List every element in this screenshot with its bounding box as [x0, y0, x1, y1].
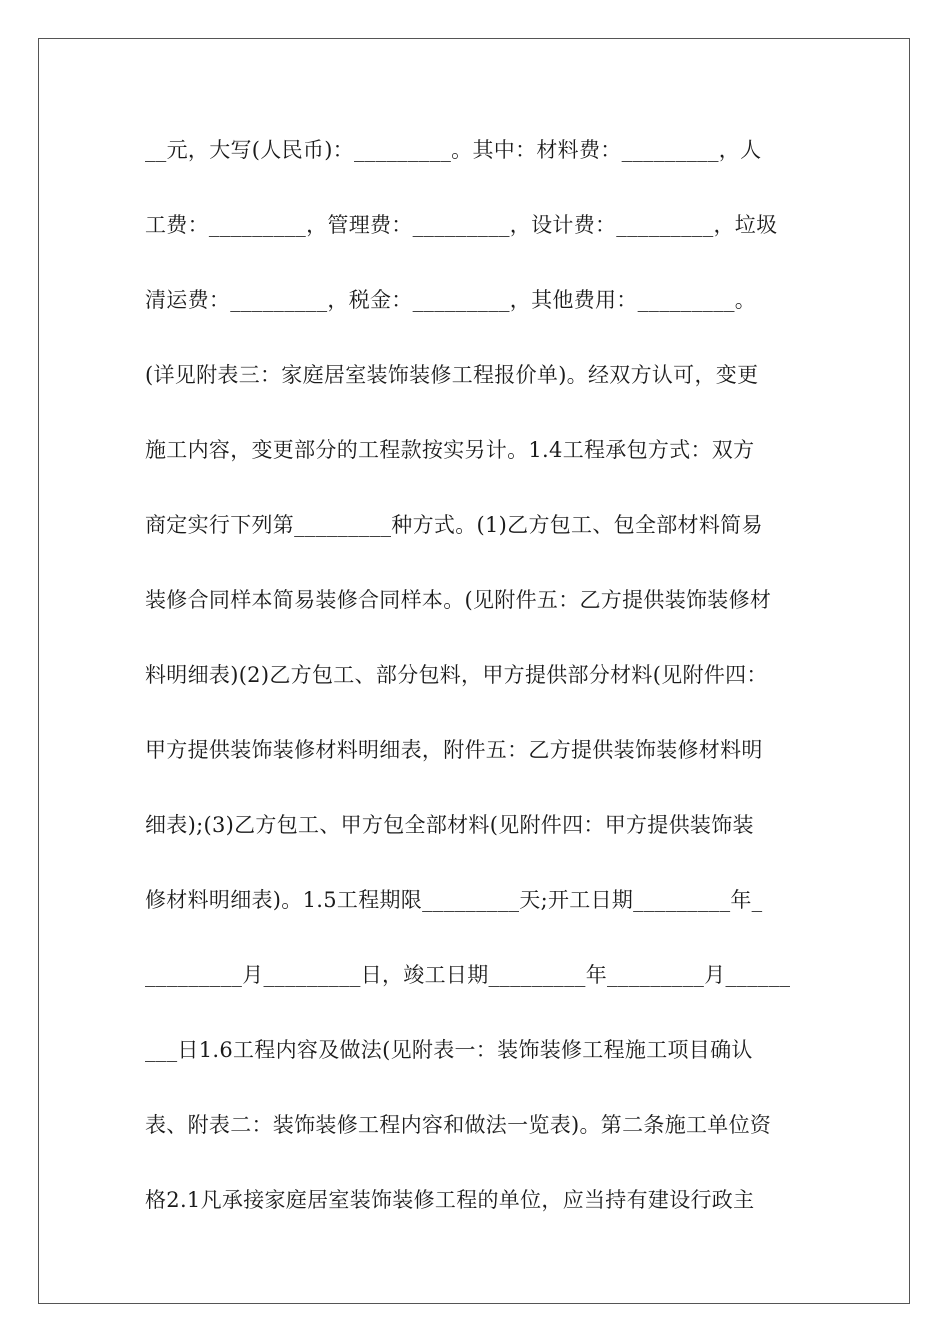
text-line: 工费：_________，管理费：_________，设计费：_________，垃圾 [145, 213, 778, 237]
text-line: 施工内容，变更部分的工程款按实另计。1.4工程承包方式：双方 [145, 438, 755, 462]
text-line: ___日1.6工程内容及做法(见附表一：装饰装修工程施工项目确认 [145, 1038, 753, 1062]
text-line: 清运费：_________，税金：_________，其他费用：_________。 [145, 288, 757, 312]
text-line: 修材料明细表)。1.5工程期限_________天;开工日期_________年_ [145, 888, 763, 912]
text-line: 细表);(3)乙方包工、甲方包全部材料(见附件四：甲方提供装饰装 [145, 813, 754, 837]
text-line: 表、附表二：装饰装修工程内容和做法一览表)。第二条施工单位资 [145, 1113, 772, 1137]
text-line: 甲方提供装饰装修材料明细表，附件五：乙方提供装饰装修材料明 [145, 738, 763, 762]
text-line: __元，大写(人民币)：_________。其中：材料费：_________，人 [145, 138, 762, 162]
text-line: (详见附表三：家庭居室装饰装修工程报价单)。经双方认可，变更 [145, 363, 759, 387]
text-line: 料明细表)(2)乙方包工、部分包料，甲方提供部分材料(见附件四： [145, 663, 768, 687]
text-line: 格2.1凡承接家庭居室装饰装修工程的单位，应当持有建设行政主 [145, 1188, 755, 1212]
text-line: 商定实行下列第_________种方式。(1)乙方包工、包全部材料简易 [145, 513, 763, 537]
text-line: 装修合同样本简易装修合同样本。(见附件五：乙方提供装饰装修材 [145, 588, 772, 612]
text-line: _________月_________日，竣工日期_________年_________月______ [145, 963, 791, 987]
